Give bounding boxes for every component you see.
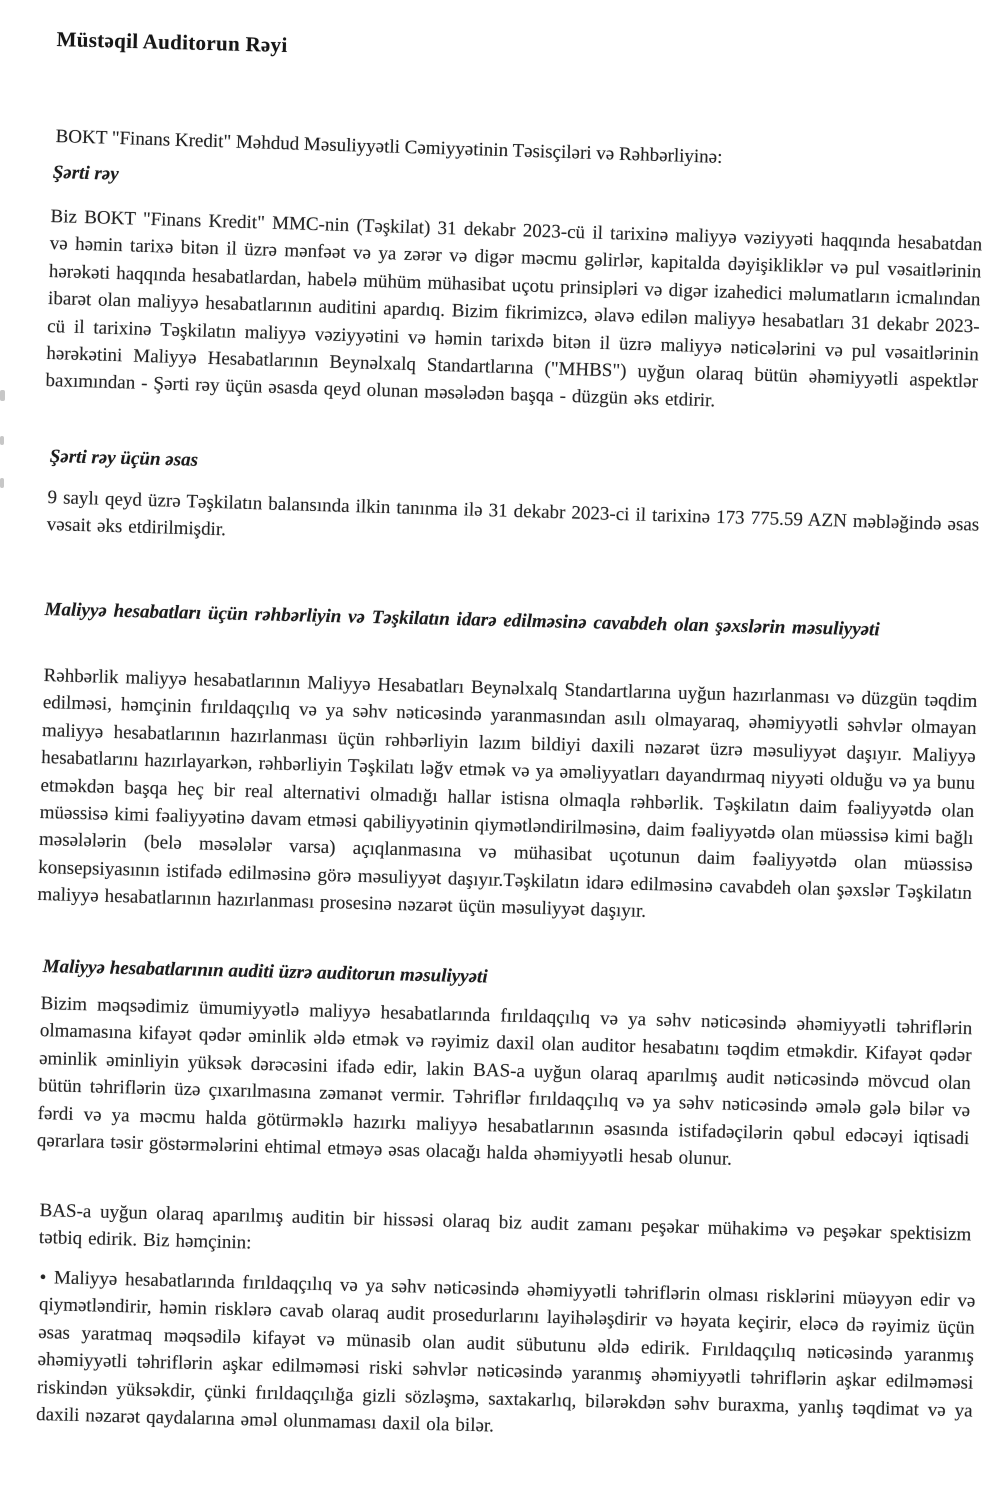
section-heading-auditor-responsibility: Maliyyə hesabatlarının auditi üzrə auditorun məsuliyyəti [42,956,488,988]
addressee-line: BOKT "Finans Kredit" Məhdud Məsuliyyətli Cəmiyyətinin Təsisçiləri və Rəhbərliyinə: [55,126,723,168]
section-heading-qualified-opinion: Şərti rəy [52,162,119,185]
paragraph-basis: 9 saylı qeyd üzrə Təşkilatın balansında ilkin tanınma ilə 31 dekabr 2023-ci il tarixinə 173 775.59 AZN məbləğində əsas vəsait əks etdirilmişdir. [46,486,980,541]
section-heading-basis-for-qualified-opinion: Şərti rəy üçün əsas [49,446,199,471]
scan-smudge [0,390,5,401]
paragraph-bas-professional-judgement: BAS-a uyğun olaraq aparılmış auditin bir hissəsi olaraq biz audit zamanı peşəkar mühakimə və peşəkar spektisizm tətbiq edirik. Biz həmçinin: [38,1199,972,1254]
paragraph-management-responsibility: Rəhbərlik maliyyə hesabatlarının Maliyyə Hesabatları Beynəlxalq Standartlarına uyğun hazırlanması və düzgün təqdim edilməsi, həmçinin fırıldaqçılıq və ya səhv nəticəsində yaranmasından asılı olmayaraq, əhəmiyyətli səhvlər olmayan maliyyə hesabatlarının hazırlanması üçün rəhbərliyin lazım bildiyi daxili nəzarət üzrə məsuliyyət daşıyır. Maliyyə hesabatlarını hazırlayarkən, rəhbərliyin Təşkilatı ləğv etmək və ya əməliyyatları dayandırmaq niyyəti olduğu və ya bunu etməkdən başqa heç bir real alternativi olmadığı hallar istisna olmaqla rəhbərlik. Təşkilatın daim fəaliyyətdə olan müəssisə kimi fəaliyyətinə davam etməsi qabiliyyətinin qiymətləndirilməsinə, daim fəaliyyətdə olan müəssisə kimi bağlı məsələlərin (belə məsələlər varsa) açıqlanmasına və mühasibat uçotunun daim fəaliyyətdə olan müəssisə konsepsiyasının istifadə edilməsinə görə məsuliyyət daşıyır.Təşkilatın idarə edilməsinə cavabdeh olan şəxslər Təşkilatın maliyyə hesabatlarının hazırlanması prosesinə nəzarət üçün məsuliyyət daşıyır. [37,664,978,923]
page-title: Müstəqil Auditorun Rəyi [56,27,288,58]
paragraph-opinion: Biz BOKT "Finans Kredit" MMC-nin (Təşkilat) 31 dekabr 2023-cü il tarixinə maliyyə vəziyyəti haqqında hesabatdan və həmin tarixə bitən il üzrə mənfəət və ya zərər və digər məcmu gəlirlər, kapitalda dəyişikliklər və pul vəsaitlərinin hərəkəti haqqında hesabatlardan, habelə mühüm mühasibat uçotu prinsipləri və digər izahedici məlumatların icmalından ibarət olan maliyyə hesabatlarının auditini apardıq. Bizim fikrimizcə, əlavə edilən maliyyə hesabatları 31 dekabr 2023-cü il tarixinə Təşkilatın maliyyə vəziyyətini və həmin tarixdə bitən il üzrə maliyyə nəticələrini və pul vəsaitlərinin hərəkətini Maliyyə Hesabatlarının Beynəlxalq Standartlarına ("MHBS") uyğun olaraq bütün əhəmiyyətli aspektlər baxımından - Şərti rəy üçün əsasda qeyd olunan məsələdən başqa - düzgün əks etdirir. [45,205,983,412]
scan-smudge [0,478,4,488]
scan-smudge [0,436,4,445]
paragraph-auditor-objective: Bizim məqsədimiz ümumiyyətlə maliyyə hesabatlarında fırıldaqçılıq və ya səhv nəticəsində əhəmiyyətli təhriflərin olmamasına kifayət qədər əminlik əldə etmək və rəyimiz daxil olan auditor hesabatını təqdim etməkdir. Kifayət qədər əminlik əminliyin yüksək dərəcəsini ifadə edir, lakin BAS-a uyğun olaraq aparılmış audit nəticəsində mövcud olan bütün təhriflərin üzə çıxarılmasına zəmanət vermir. Təhriflər fırıldaqçılıq və ya səhv nəticəsində əmələ gələ bilər və fərdi və ya məcmu halda götürməklə hazırkı maliyyə hesabatlarının əsasında istifadəçilərin qəbul edəcəyi iqtisadi qərarlara təsir göstərmələrini ehtimal etməyə əsas olacağı halda əhəmiyyətli hesab olunur. [36,992,973,1170]
section-heading-management-responsibility: Maliyyə hesabatları üçün rəhbərliyin və Təşkilatın idarə edilməsinə cavabdeh olan şəxslərin məsuliyyəti [44,598,880,641]
bullet-risk-assessment: • Maliyyə hesabatlarında fırıldaqçılıq və ya səhv nəticəsində əhəmiyyətli təhriflərin olması risklərini müəyyən edir və qiymətləndirir, həmin risklərə cavab olaraq audit prosedurlarını layihələşdirir və həyata keçirir, eləcə də rəyimiz üçün əsas yaratmaq məqsədilə kifayət və münasib olan audit sübutunu əldə edirik. Fırıldaqçılıq nəticəsində yaranmış əhəmiyyətli təhriflərin aşkar edilməməsi riski səhvlər nəticəsində yaranmış əhəmiyyətli təhriflərin aşkar edilməməsi riskindən yüksəkdir, çünki fırıldaqçılığa gizli sözləşmə, saxtakarlıq, bilərəkdən səhv buraxma, yanlış təqdimat və ya daxili nəzarət qaydalarına əməl olunmaması daxil ola bilər. [35,1266,976,1437]
